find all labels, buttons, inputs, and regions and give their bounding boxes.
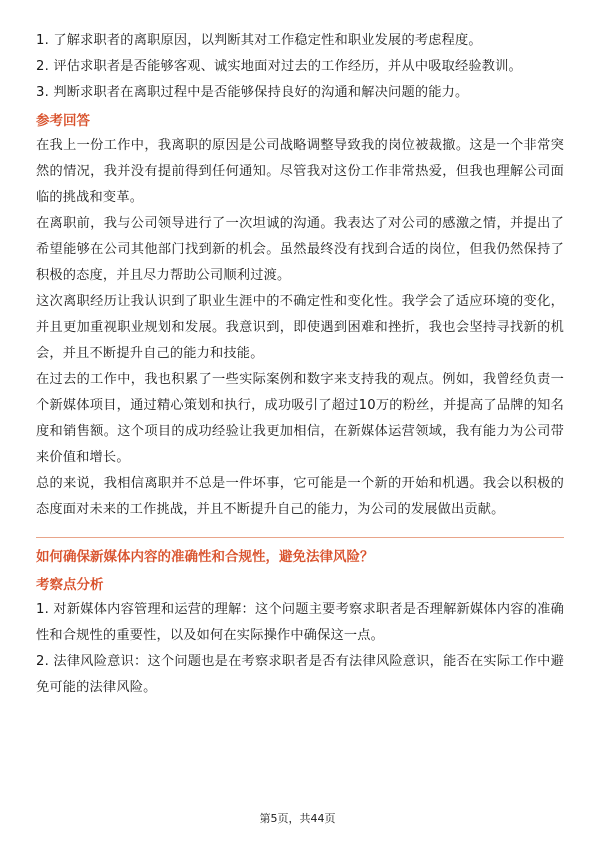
page-number: 第5页，共44页 <box>259 812 336 825</box>
section-divider <box>36 537 564 538</box>
list-item: 2. 法律风险意识：这个问题也是在考察求职者是否有法律风险意识，能否在实际工作中避免可能的法律风险。 <box>36 654 564 695</box>
answer-body <box>36 133 564 523</box>
answer-paragraph: 在离职前，我与公司领导进行了一次坦诚的沟通。我表达了对公司的感激之情，并提出了希望能够在公司其他部门找到新的机会。虽然最终没有找到合适的岗位，但我仍然保持了积极的态度，并且尽力帮助公司顺利过渡。 <box>36 216 564 283</box>
list-item: 3. 判断求职者在离职过程中是否能够保持良好的沟通和解决问题的能力。 <box>36 85 469 100</box>
question-title: 如何确保新媒体内容的准确性和合规性，避免法律风险？ <box>36 549 374 565</box>
analysis-list <box>36 597 564 701</box>
document-page <box>36 28 564 701</box>
answer-paragraph: 在过去的工作中，我也积累了一些实际案例和数字来支持我的观点。例如，我曾经负责一个新媒体项目，通过精心策划和执行，成功吸引了超过10万的粉丝，并提高了品牌的知名度和销售额。这个项目的成功经验让我更加相信，在新媒体运营领域，我有能力为公司带来价值和增长。 <box>36 372 564 465</box>
intro-list <box>36 28 564 106</box>
analysis-heading: 考察点分析 <box>36 577 104 593</box>
list-item: 2. 评估求职者是否能够客观、诚实地面对过去的工作经历，并从中吸取经验教训。 <box>36 59 522 74</box>
answer-paragraph: 总的来说，我相信离职并不总是一件坏事，它可能是一个新的开始和机遇。我会以积极的态度面对未来的工作挑战，并且不断提升自己的能力，为公司的发展做出贡献。 <box>36 476 564 517</box>
answer-paragraph: 这次离职经历让我认识到了职业生涯中的不确定性和变化性。我学会了适应环境的变化，并且更加重视职业规划和发展。我意识到，即使遇到困难和挫折，我也会坚持寻找新的机会，并且不断提升自己的能力和技能。 <box>36 294 564 361</box>
answer-heading: 参考回答 <box>36 113 90 129</box>
list-item: 1. 了解求职者的离职原因，以判断其对工作稳定性和职业发展的考虑程度。 <box>36 33 482 48</box>
list-item: 1. 对新媒体内容管理和运营的理解：这个问题主要考察求职者是否理解新媒体内容的准确性和合规性的重要性，以及如何在实际操作中确保这一点。 <box>36 602 564 643</box>
answer-paragraph: 在我上一份工作中，我离职的原因是公司战略调整导致我的岗位被裁撤。这是一个非常突然的情况，我并没有提前得到任何通知。尽管我对这份工作非常热爱，但我也理解公司面临的挑战和变革。 <box>36 138 564 205</box>
